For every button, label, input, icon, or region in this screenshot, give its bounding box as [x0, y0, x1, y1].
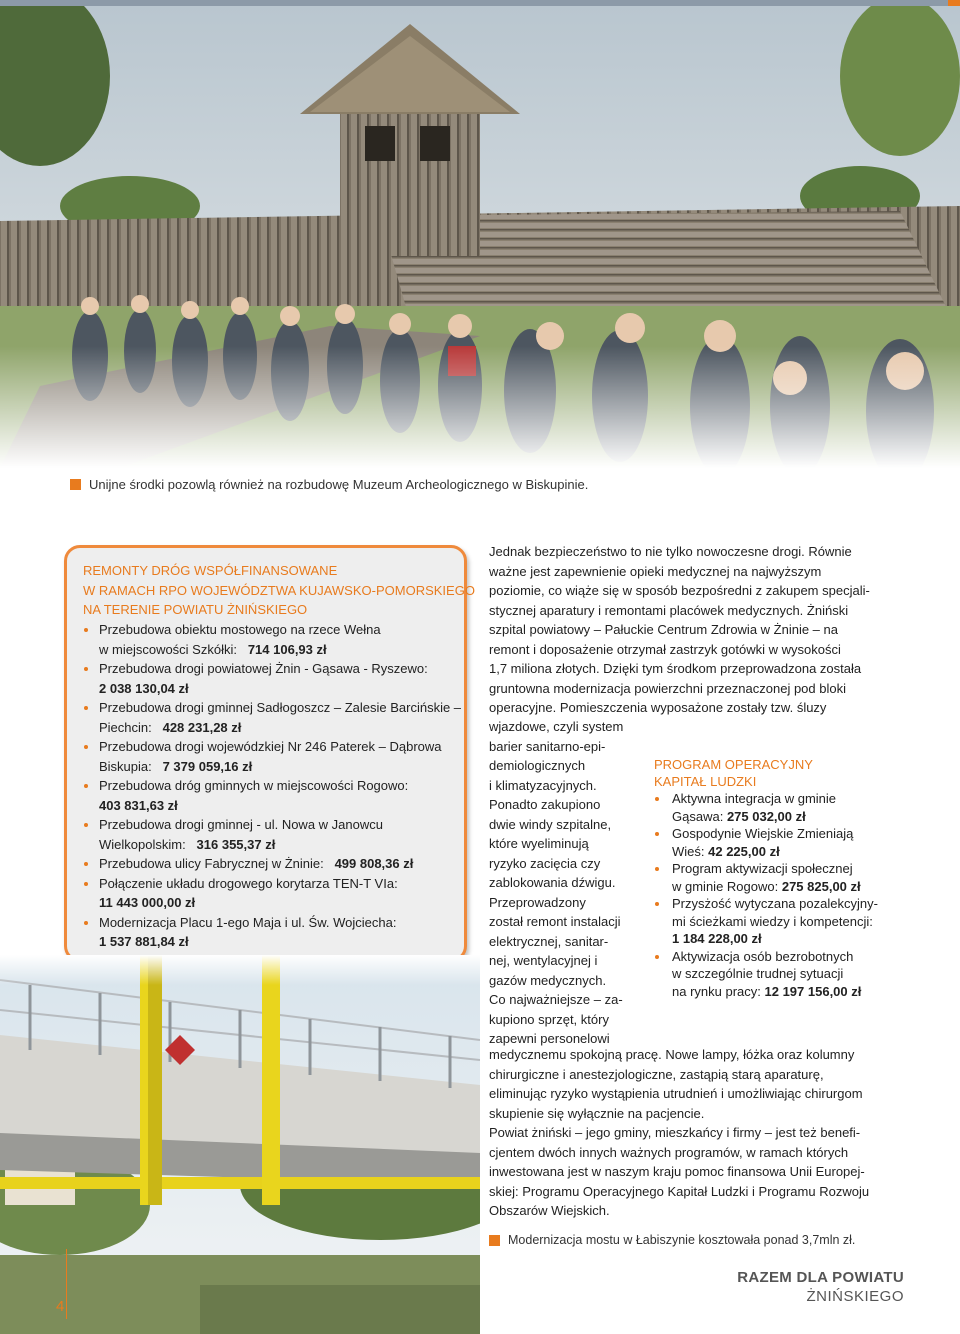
top-photo-caption: [70, 477, 588, 492]
program-heading: PROGRAM OPERACYJNY KAPITAŁ LUDZKI: [654, 757, 813, 789]
list-item: Aktywna integracja w gminie Gąsawa: 275 032,00 zł: [654, 790, 894, 825]
list-item: Przebudowa obiektu mostowego na rzece Wełna w miejscowości Szkółki: 714 106,93 zł: [83, 620, 463, 659]
caption-marker: [489, 1235, 500, 1246]
bridge-photo-caption: [489, 1233, 855, 1247]
brand-line-2: ŻNIŃSKIEGO: [806, 1288, 904, 1305]
biskupin-museum-photo: [0, 6, 960, 468]
list-item: Modernizacja Placu 1-ego Maja i ul. Św. Wojciecha: 1 537 881,84 zł: [83, 913, 463, 952]
footer-rule: [66, 1249, 67, 1319]
list-item: Połączenie układu drogowego korytarza TEN-T VIa: 11 443 000,00 zł: [83, 874, 463, 913]
brand-line-1: RAZEM DLA POWIATU: [737, 1269, 904, 1286]
list-item: Przebudowa ulicy Fabrycznej w Żninie: 499 808,36 zł: [83, 854, 463, 874]
list-item: Przebudowa dróg gminnych w miejscowości Rogowo: 403 831,63 zł: [83, 776, 463, 815]
labiszyn-bridge-photo: [0, 955, 480, 1334]
caption-text: Modernizacja mostu w Łabiszynie kosztowała ponad 3,7mln zł.: [508, 1233, 856, 1247]
brand-logo: [737, 1268, 904, 1306]
program-list: [654, 790, 894, 1000]
article-paragraph-2: medycznemu spokojną pracę. Nowe lampy, łóżka oraz kolumny chirurgiczne i anestezjologiczne, zastąpią starą aparaturę, eliminując ryzyko wystąpienia utrudnień i umożliwiając chirurgom skupienie się wyłącznie na pacjencie. Powiat żniński – jego gminy, mieszkańcy i firmy – jest też benefi- cjentem dwóch innych ważnych programów, w ramach których inwestowana jest w naszym kraju pomoc finansowa Unii Europej- skiej: Programu Operacyjnego Kapitał Ludzki i Programu Rozwoju Obszarów Wiejskich.: [489, 1047, 870, 1218]
article-narrow-column: wjazdowe, czyli system barier sanitarno-epi- demiologicznych i klimatyzacyjnych. Ponadto zakupiono dwie windy szpitalne, które wyeliminują ryzyko zacięcia czy zablokowania dźwigu. Przeprowadzony został remont instalacji elektrycznej, sanitar- nej, wentylacyjnej i gazów medycznych. Co najważniejsze – za- kupiono sprzęt, który zapewni personelowi: [489, 719, 624, 1046]
caption-text: Unijne środki pozowlą również na rozbudowę Muzeum Archeologicznego w Biskupinie.: [89, 477, 589, 492]
list-item: Przebudowa drogi gminnej Sadłogoszcz – Zalesie Barcińskie – Piechcin: 428 231,28 zł: [83, 698, 463, 737]
list-item: Przebudowa drogi powiatowej Żnin - Gąsawa - Ryszewo: 2 038 130,04 zł: [83, 659, 463, 698]
list-item: Program aktywizacji społecznej w gminie Rogowo: 275 825,00 zł: [654, 860, 894, 895]
roads-list: [83, 620, 463, 952]
list-item: Przebudowa drogi wojewódzkiej Nr 246 Paterek – Dąbrowa Biskupia: 7 379 059,16 zł: [83, 737, 463, 776]
article-paragraph-1: Jednak bezpieczeństwo to nie tylko nowoczesne drogi. Równie ważne jest zapewnienie opieki medycznej na najwyższym poziomie, co wiąże się w sposób bezpośredni z zakupem specjali- stycznej aparatury i remontami placówek medycznych. Żniński szpital powiatowy – Pałuckie Centrum Zdrowia w Żninie – na remont i doposażenie otrzymał zastrzyk gotówki w wysokości 1,7 miliona złotych. Dzięki tym środkom przeprowadzona została gruntowna modernizacja powierzchni przeznaczonej pod bloki operacyjne. Pomieszczenia wyposażone zostały tzw. śluzy: [489, 544, 870, 715]
caption-marker: [70, 479, 81, 490]
list-item: Przysżość wytyczana pozalekcyjny- mi ścieżkami wiedzy i kompetencji: 1 184 228,00 zł: [654, 895, 894, 948]
list-item: Przebudowa drogi gminnej - ul. Nowa w Janowcu Wielkopolskim: 316 355,37 zł: [83, 815, 463, 854]
roads-box-heading: REMONTY DRÓG WSPÓŁFINANSOWANE W RAMACH RPO WOJEWÓDZTWA KUJAWSKO-POMORSKIEGO NA TERENIE POWIATU ŻNIŃSKIEGO: [83, 563, 475, 617]
list-item: Aktywizacja osób bezrobotnych w szczególnie trudnej sytuacji na rynku pracy: 12 197 156,00 zł: [654, 948, 894, 1001]
list-item: Gospodynie Wiejskie Zmieniają Wieś: 42 225,00 zł: [654, 825, 894, 860]
page-number: 4: [56, 1298, 65, 1315]
